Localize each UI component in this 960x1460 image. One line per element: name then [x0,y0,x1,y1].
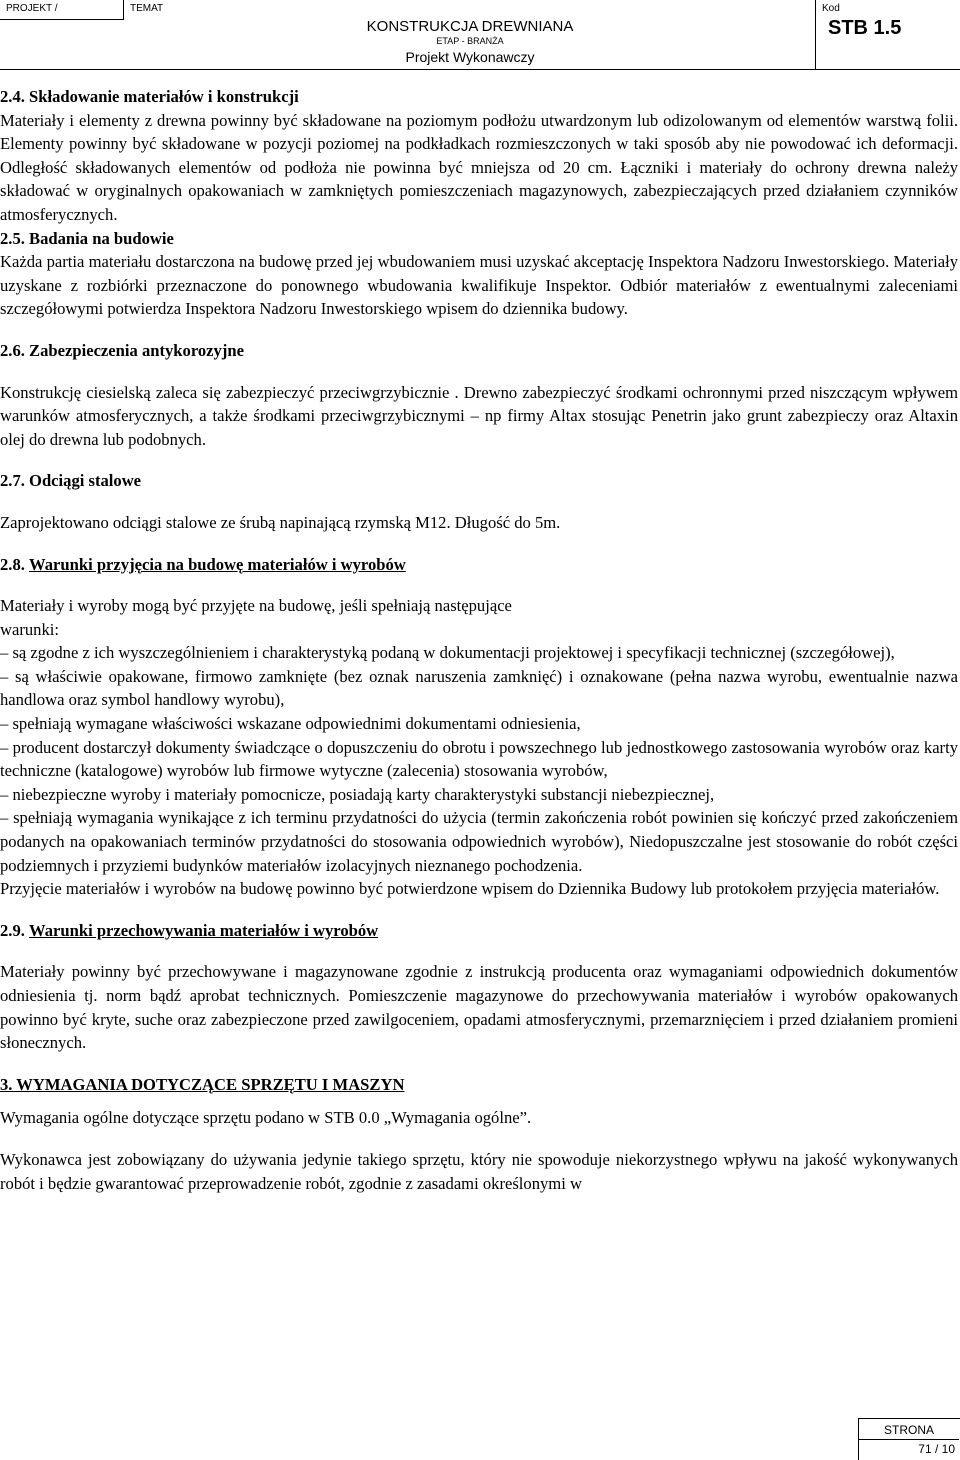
header-subtitle: Projekt Wykonawczy [405,49,535,65]
section-text-3-b: Wykonawca jest zobowiązany do używania jedynie takiego sprzętu, który nie spowoduje niekorzystnego wpływu na jakość wykonywanych robót i będzie gwarantować przeprowadzenie robót, zgodnie z zasadami określonymi w [0,1149,958,1193]
header-kod-cell [816,0,960,70]
list-item: – są właściwie opakowane, firmowo zamknięte (bez oznak naruszenia zamknięć) i oznakowane (pełna nazwa wyrobu, ewentualnie nazwa handlowa oraz symbol handlowy wyrobu), [0,666,958,710]
section-closing-2-8: Przyjęcie materiałów i wyrobów na budowę powinno być potwierdzone wpisem do Dziennika Budowy lub protokołem przyjęcia materiałów. [0,879,940,899]
header-kod-label: Kod [822,3,840,14]
section-text-2-7: Zaprojektowano odciągi stalowe ze śrubą napinającą rzymską M12. Długość do 5m. [0,512,561,532]
section-number-2-8: 2.8. [0,554,25,574]
list-item: – spełniają wymagania wynikające z ich terminu przydatności do użycia (termin zakończenia robót powinien się kończyć przed zakończeniem podanych na opakowaniach terminów przydatności do stosowania odpowiednich wyrobów), Niedopuszczalne jest stosowanie do robót części podziemnych i przyziemi budynków materiałów izolacyjnych nieznanego pochodzenia. [0,808,958,875]
footer-strona-label: STRONA [883,1423,934,1437]
page-footer [858,1418,960,1460]
section-heading-2-5: 2.5. Badania na budowie [0,228,174,248]
list-item: – producent dostarczył dokumenty świadczące o dopuszczeniu do obrotu i powszechnego lub jednostkowego zastosowania wyrobów oraz karty techniczne (katalogowe) wyrobów lub firmowe wytyczne (zalecenia) stosowania wyrobów, [0,737,958,781]
list-item: – spełniają wymagane właściwości wskazane odpowiednimi dokumentami odniesienia, [0,714,581,734]
header-projekt-label: PROJEKT / [6,3,58,14]
section-heading-2-6: 2.6. Zabezpieczenia antykorozyjne [0,340,244,360]
section-heading-2-7: 2.7. Odciągi stalowe [0,471,142,491]
header-etap: ETAP - BRANŻA [436,36,504,46]
section-heading-2-8 [0,553,958,577]
section-intro-2-8: Materiały i wyroby mogą być przyjęte na budowę, jeśli spełniają następujące [0,596,512,616]
section-number-2-9: 2.9. [0,920,25,940]
list-item: – niebezpieczne wyroby i materiały pomocnicze, posiadają karty charakterystyki substancji niebezpiecznej, [0,784,715,804]
header-projekt-cell [0,0,124,20]
section-text-2-4: Materiały i elementy z drewna powinny być składowane na poziomym podłożu utwardzonym lub odizolowanym od elementów warstwą folii. Elementy powinny być składowane w pozycji poziomej na podkładkach rozmieszczonych w taki sposób aby nie powodować ich deformacji. Odległość składowanych elementów od podłoża nie powinna być mniejsza od 20 cm. Łączniki i materiały do ochrony drewna należy składować w oryginalnych opakowaniach w zamkniętych pomieszczeniach magazynowych, zabezpieczających przed działaniem czynników atmosferycznych. [0,110,958,224]
section-heading-2-4: 2.4. Składowanie materiałów i konstrukcji [0,87,299,106]
section-title-2-8: Warunki przyjęcia na budowę materiałów i wyrobów [29,554,406,574]
header-title: KONSTRUKCJA DREWNIANA [366,18,574,35]
section-intro2-2-8: warunki: [0,619,59,639]
header-document-code: STB 1.5 [828,17,902,39]
section-heading-2-9 [0,919,958,943]
section-heading-3: 3. WYMAGANIA DOTYCZĄCE SPRZĘTU I MASZYN [0,1074,405,1094]
section-text-2-5: Każda partia materiału dostarczona na budowę przed jej wbudowaniem musi uzyskać akceptację Inspektora Nadzoru Inwestorskiego. Materiały uzyskane z rozbiórki przeznaczone do ponownego wbudowania kwalifikuje Inspektor. Odbiór materiałów z ewentualnymi zaleceniami szczegółowymi potwierdza Inspektora Nadzoru Inwestorskiego wpisem do dziennika budowy. [0,252,958,319]
page-number: 71 / 10 [918,1442,955,1456]
list-item: – są zgodne z ich wyszczególnieniem i charakterystyką podaną w dokumentacji projektowej i specyfikacji technicznej (szczegółowej), [0,643,895,663]
section-text-2-6: Konstrukcję ciesielską zaleca się zabezpieczyć przeciwgrzybicznie . Drewno zabezpieczyć środkami ochronnymi przed niszczącym wpływem warunków atmosferycznych, a także środkami przeciwgrzybicznymi – np firmy Altax stosując Penetrin jako grunt zabezpieczy oraz Altaxin olej do drewna lub podobnych. [0,382,958,449]
section-title-2-9: Warunki przechowywania materiałów i wyrobów [29,920,379,940]
section-text-2-9: Materiały powinny być przechowywane i magazynowane zgodnie z instrukcją producenta oraz wymaganiami odpowiednich dokumentów odniesienia tj. norm bądź aprobat technicznych. Pomieszczenie magazynowe do przechowywania materiałów i wyrobów opakowanych powinno być kryte, suche oraz zabezpieczone przed zawilgoceniem, opadami atmosferycznymi, przemarznięciem i przed działaniem promieni słonecznych. [0,962,958,1053]
header-temat-cell [124,0,816,70]
section-text-3-a: Wymagania ogólne dotyczące sprzętu podano w STB 0.0 „Wymagania ogólne”. [0,1108,532,1128]
page-header [0,0,960,70]
document-body [0,85,958,1195]
header-temat-label: TEMAT [130,3,164,14]
